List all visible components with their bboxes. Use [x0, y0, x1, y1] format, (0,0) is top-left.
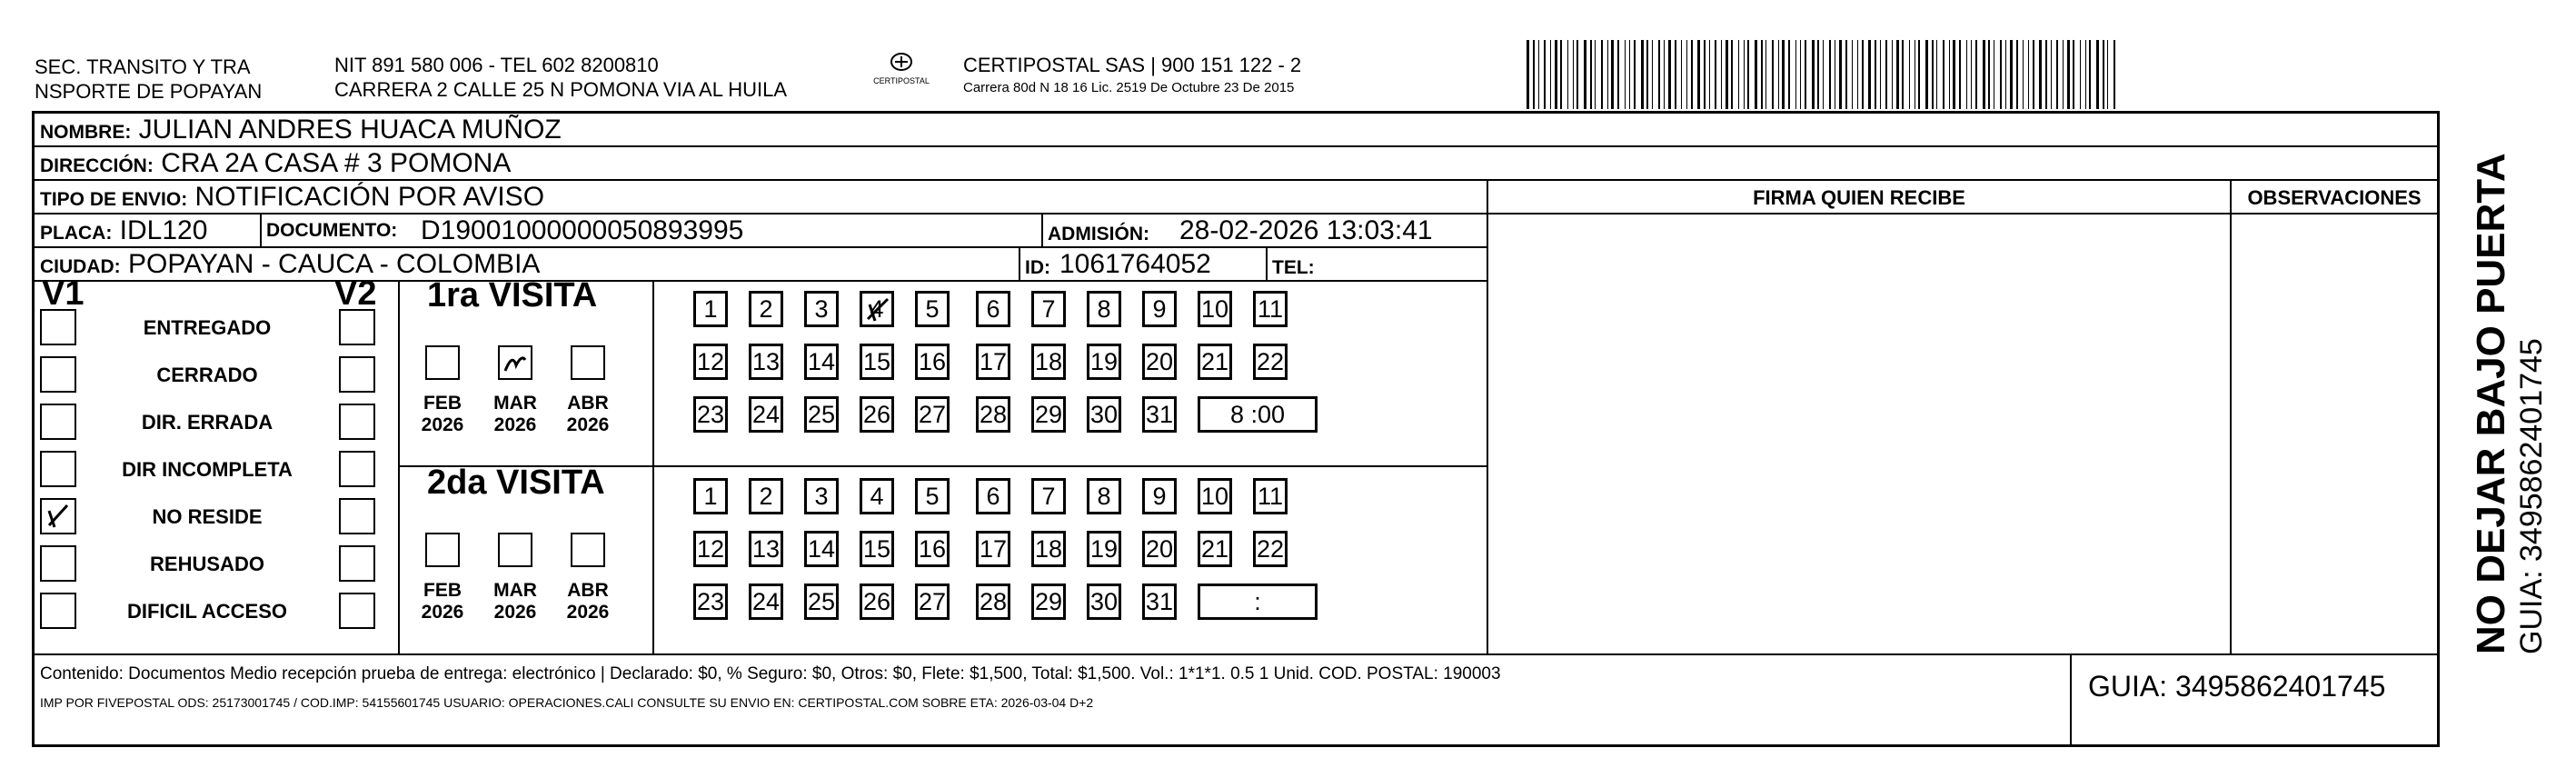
barcode-bar — [1697, 40, 1700, 109]
barcode-bar — [1925, 40, 1928, 109]
v2-checkbox[interactable] — [339, 451, 375, 487]
admision-value: 28-02-2026 13:03:41 — [1179, 215, 1433, 245]
barcode-bar — [2051, 40, 2052, 109]
status-label: ENTREGADO — [143, 316, 272, 339]
sender-line-1: SEC. TRANSITO Y TRA — [35, 55, 251, 78]
month-label — [413, 393, 472, 436]
second-visit-day[interactable]: 26 — [860, 584, 894, 620]
first-visit-day[interactable]: 28 — [976, 396, 1010, 433]
barcode-bar — [1721, 40, 1722, 109]
second-visit-day[interactable]: 9 — [1142, 478, 1177, 514]
second-visit-day[interactable]: 27 — [915, 584, 950, 620]
courier-block — [963, 53, 1301, 99]
barcode-bar — [1896, 40, 1899, 109]
v2-checkbox[interactable] — [339, 545, 375, 582]
barcode-bar — [1778, 40, 1779, 109]
direccion-value: CRA 2A CASA # 3 POMONA — [161, 148, 512, 178]
first-visit-day[interactable]: 8 — [1087, 291, 1121, 327]
barcode-bar — [1590, 40, 1592, 109]
first-visit-day[interactable]: 19 — [1087, 344, 1121, 380]
sender-block — [35, 55, 262, 104]
second-visit-day[interactable]: 29 — [1031, 584, 1066, 620]
barcode-bar — [1823, 40, 1824, 109]
barcode-bar — [1629, 40, 1630, 109]
check-mark-icon — [500, 347, 531, 378]
firma-label: FIRMA QUIEN RECIBE — [1753, 186, 1965, 209]
courier-address: Carrera 80d N 18 16 Lic. 2519 De Octubre 23 De 2015 — [963, 80, 1295, 95]
barcode-bar — [1817, 40, 1819, 109]
right-header-line — [1487, 213, 2437, 214]
barcode-bar — [1538, 40, 1539, 109]
barcode-bar — [1949, 40, 1950, 109]
second-visit-day[interactable]: 21 — [1198, 531, 1232, 567]
month-name: ABR — [567, 393, 609, 414]
barcode-bar — [1988, 40, 1990, 109]
second-visit-day[interactable]: 4 — [860, 478, 894, 514]
status-label: DIR. ERRADA — [141, 411, 274, 434]
barcode-bar — [1918, 40, 1920, 109]
second-visit-day[interactable]: 16 — [915, 531, 950, 567]
v1-checkbox[interactable] — [40, 593, 76, 629]
barcode-bar — [1601, 40, 1603, 109]
second-visit-day[interactable]: 5 — [915, 478, 950, 514]
barcode-bar — [2028, 40, 2029, 109]
first-visit-day[interactable]: 31 — [1142, 396, 1177, 433]
side-text — [2469, 153, 2549, 654]
barcode-bar — [1812, 40, 1815, 109]
v1-checkbox[interactable] — [40, 451, 76, 487]
second-visit-day[interactable]: 17 — [976, 531, 1010, 567]
check-mark-icon — [42, 500, 75, 533]
barcode-bar — [1966, 40, 1967, 109]
id-value: 1061764052 — [1059, 249, 1211, 279]
footer-divider — [2070, 653, 2072, 744]
month-year: 2026 — [421, 414, 464, 435]
visit-divider — [652, 282, 654, 653]
first-visit-day[interactable]: 5 — [915, 291, 950, 327]
v2-checkbox[interactable] — [339, 309, 375, 345]
barcode-bar — [1675, 40, 1676, 109]
barcode-bar — [1857, 40, 1858, 109]
month-year: 2026 — [493, 602, 537, 623]
second-visit-day[interactable]: 11 — [1253, 478, 1288, 514]
barcode-bar — [1744, 40, 1745, 109]
barcode-bar — [1617, 40, 1619, 109]
barcode-bar — [1595, 40, 1596, 109]
barcode-bar — [2039, 40, 2042, 109]
month-name: MAR — [493, 393, 537, 414]
second-visit-day[interactable]: 24 — [749, 584, 783, 620]
first-visit-day[interactable] — [860, 291, 894, 327]
observaciones-divider — [2230, 181, 2232, 653]
ciudad-value: POPAYAN - CAUCA - COLOMBIA — [128, 249, 541, 279]
barcode-bar — [2073, 40, 2074, 109]
first-visit-day[interactable]: 3 — [804, 291, 839, 327]
placa-value: IDL120 — [119, 215, 208, 245]
barcode-bar — [1902, 40, 1904, 109]
second-visit-day[interactable]: 28 — [976, 584, 1010, 620]
second-visit-day[interactable]: 22 — [1253, 531, 1288, 567]
firma-divider — [1487, 181, 1488, 653]
barcode-bar — [1845, 40, 1847, 109]
ciudad-label: CIUDAD: — [40, 256, 121, 277]
barcode-bar — [1795, 40, 1796, 109]
documento-label: DOCUMENTO: — [266, 220, 398, 241]
v2-checkbox[interactable] — [339, 356, 375, 393]
barcode-bar — [1668, 40, 1671, 109]
barcode-bar — [1576, 40, 1578, 109]
sender-address: CARRERA 2 CALLE 25 N POMONA VIA AL HUILA — [334, 78, 788, 101]
footer-content: Contenido: Documentos Medio recepción prueba de entrega: electrónico | Declarado: $0, % Seguro: $0, Otros: $0, Flete: $1,500, Total: $1,500. Vol.: 1*1*1. 0.5 1 Unid. COD. POSTAL: 190003 — [40, 664, 1501, 683]
footer-guia: GUIA: 3495862401745 — [2088, 670, 2386, 703]
status-label: DIR INCOMPLETA — [122, 458, 293, 481]
first-visit-day[interactable]: 17 — [976, 344, 1010, 380]
month-year: 2026 — [493, 414, 537, 435]
documento-value: D19001000000050893995 — [421, 215, 744, 245]
first-visit-day[interactable]: 27 — [915, 396, 950, 433]
v1-checkbox[interactable] — [40, 498, 76, 534]
first-visit-day[interactable]: 22 — [1253, 344, 1288, 380]
v1-checkbox[interactable] — [40, 309, 76, 345]
month-year: 2026 — [421, 602, 464, 623]
month-label — [558, 580, 618, 623]
status-label: DIFICIL ACCESO — [126, 600, 287, 623]
barcode-bar — [1800, 40, 1801, 109]
divider — [260, 214, 262, 248]
barcode-bar — [1607, 40, 1608, 109]
month-year: 2026 — [566, 602, 610, 623]
barcode-bar — [2045, 40, 2047, 109]
barcode-bar — [2096, 40, 2099, 109]
barcode-bar — [1805, 40, 1806, 109]
barcode-bar — [1550, 40, 1551, 109]
side-guia: GUIA: 3495862401745 — [2514, 338, 2549, 654]
barcode-bar — [1641, 40, 1644, 109]
barcode-bar — [1715, 40, 1716, 109]
barcode-bar — [2005, 40, 2006, 109]
first-visit-day[interactable]: 1 — [693, 291, 728, 327]
observaciones-label: OBSERVACIONES — [2247, 186, 2422, 209]
second-visit-day[interactable]: 15 — [860, 531, 894, 567]
second-visit-title: 2da VISITA — [427, 464, 605, 502]
month-label — [558, 393, 618, 436]
barcode-bar — [1755, 40, 1757, 109]
divider — [1041, 214, 1043, 248]
barcode-bar — [1975, 40, 1977, 109]
month-label — [485, 393, 545, 436]
barcode-bar — [1634, 40, 1636, 109]
v1-checkbox[interactable] — [40, 545, 76, 582]
v2-checkbox[interactable] — [339, 498, 375, 534]
second-visit-day[interactable]: 8 — [1087, 478, 1121, 514]
barcode-bar — [2107, 40, 2108, 109]
footer-print-info: IMP POR FIVEPOSTAL ODS: 25173001745 / COD.IMP: 54155601745 USUARIO: OPERACIONES.CALI CONSULTE SU ENVIO EN: CERTIPOSTAL.COM SOBRE ETA: 2026-03-04 D+2 — [40, 695, 1094, 710]
barcode-bar — [2067, 40, 2070, 109]
barcode-bar — [1691, 40, 1693, 109]
first-visit-day[interactable]: 10 — [1198, 291, 1232, 327]
barcode-bar — [1868, 40, 1871, 109]
second-visit-day[interactable]: 18 — [1031, 531, 1066, 567]
first-visit-day[interactable]: 20 — [1142, 344, 1177, 380]
second-visit-month-checkbox[interactable] — [571, 533, 605, 567]
barcode-bar — [1875, 40, 1876, 109]
barcode-bar — [1829, 40, 1831, 109]
courier-logo-icon — [863, 51, 940, 96]
second-visit-day[interactable]: 30 — [1087, 584, 1121, 620]
second-visit-day[interactable]: 14 — [804, 531, 839, 567]
barcode-bar — [1892, 40, 1893, 109]
barcode-bar — [1652, 40, 1653, 109]
second-visit-day[interactable]: 10 — [1198, 478, 1232, 514]
second-visit-day[interactable]: 31 — [1142, 584, 1177, 620]
second-visit-day[interactable]: 19 — [1087, 531, 1121, 567]
second-visit-day[interactable]: 23 — [693, 584, 728, 620]
month-name: FEB — [423, 580, 462, 601]
barcode-bar — [2033, 40, 2034, 109]
barcode-bar — [2085, 40, 2086, 109]
second-visit-day[interactable]: 6 — [976, 478, 1010, 514]
status-label: CERRADO — [156, 364, 258, 386]
barcode-bar — [1852, 40, 1853, 109]
divider — [1266, 248, 1268, 282]
first-visit-day[interactable]: 18 — [1031, 344, 1066, 380]
placa-row — [35, 214, 1487, 248]
month-name: MAR — [493, 580, 537, 601]
barcode-bar — [1932, 40, 1934, 109]
tel-label: TEL: — [1272, 257, 1315, 278]
check-mark-icon — [864, 295, 891, 323]
barcode-bar — [1953, 40, 1955, 109]
barcode-bar — [1747, 40, 1749, 109]
month-name: ABR — [567, 580, 609, 601]
barcode-bar — [1885, 40, 1887, 109]
first-visit-day[interactable]: 30 — [1087, 396, 1121, 433]
footer-line — [35, 653, 2437, 655]
v2-checkbox[interactable] — [339, 593, 375, 629]
v1-label: V1 — [42, 274, 85, 313]
barcode-bar — [1567, 40, 1568, 109]
placa-label: PLACA: — [40, 223, 113, 244]
courier-logo — [863, 51, 940, 96]
visit-area — [35, 274, 1487, 653]
tipo-label: TIPO DE ENVIO: — [40, 189, 188, 210]
tipo-row — [35, 181, 1487, 214]
barcode-bar — [1611, 40, 1614, 109]
first-visit-day[interactable]: 13 — [749, 344, 783, 380]
v1-checkbox[interactable] — [40, 356, 76, 393]
barcode-bar — [1533, 40, 1535, 109]
sender-nit: NIT 891 580 006 - TEL 602 8200810 — [334, 54, 659, 76]
month-name: FEB — [423, 393, 462, 414]
status-label: REHUSADO — [150, 553, 264, 575]
barcode-bar — [1726, 40, 1728, 109]
barcode-bar — [1664, 40, 1665, 109]
second-visit-day[interactable]: 12 — [693, 531, 728, 567]
second-visit-time[interactable]: : — [1198, 584, 1318, 620]
sender-line-2: NSPORTE DE POPAYAN — [35, 80, 263, 103]
v2-label: V2 — [334, 274, 377, 313]
direccion-label: DIRECCIÓN: — [40, 155, 154, 176]
barcode-bar — [1959, 40, 1961, 109]
admision-label: ADMISIÓN: — [1048, 224, 1149, 244]
second-visit-day[interactable]: 2 — [749, 478, 783, 514]
first-visit-time[interactable]: 8 :00 — [1198, 396, 1318, 433]
sender-details — [334, 53, 787, 102]
tipo-value: NOTIFICACIÓN POR AVISO — [194, 182, 545, 212]
barcode-bar — [1544, 40, 1546, 109]
barcode-bar — [1709, 40, 1710, 109]
nombre-value: JULIAN ANDRES HUACA MUÑOZ — [138, 115, 562, 145]
status-label: NO RESIDE — [152, 505, 263, 528]
first-visit-month-checkbox[interactable] — [571, 345, 605, 380]
barcode-bar — [1625, 40, 1626, 109]
barcode-bar — [1527, 40, 1529, 109]
side-warning: NO DEJAR BAJO PUERTA — [2469, 153, 2513, 654]
barcode-bar — [1658, 40, 1660, 109]
first-visit-day[interactable]: 7 — [1031, 291, 1066, 327]
barcode-bar — [1761, 40, 1763, 109]
barcode-bar — [1943, 40, 1944, 109]
barcode-bar — [2056, 40, 2058, 109]
nombre-label: NOMBRE: — [40, 122, 132, 143]
month-label — [485, 580, 545, 623]
divider — [1019, 248, 1020, 282]
barcode-bar — [2010, 40, 2013, 109]
barcode-bar — [1686, 40, 1687, 109]
v1-checkbox[interactable] — [40, 404, 76, 440]
first-visit-day[interactable]: 25 — [804, 396, 839, 433]
first-visit-day[interactable]: 15 — [860, 344, 894, 380]
first-visit-day[interactable]: 14 — [804, 344, 839, 380]
first-visit-day[interactable]: 23 — [693, 396, 728, 433]
barcode-bar — [2080, 40, 2081, 109]
direccion-row — [35, 147, 2437, 181]
second-visit-day[interactable]: 25 — [804, 584, 839, 620]
barcode-bar — [1555, 40, 1557, 109]
barcode-bar — [1983, 40, 1985, 109]
visit-divider — [398, 282, 400, 653]
barcode-bar — [2103, 40, 2104, 109]
v2-checkbox[interactable] — [339, 404, 375, 440]
first-visit-day[interactable]: 26 — [860, 396, 894, 433]
first-visit-day[interactable]: 21 — [1198, 344, 1232, 380]
barcode-bar — [1731, 40, 1733, 109]
first-visit-day[interactable]: 24 — [749, 396, 783, 433]
first-visit-day[interactable]: 12 — [693, 344, 728, 380]
barcode-bar — [1862, 40, 1864, 109]
day-number: 4 — [870, 295, 884, 323]
month-year: 2026 — [566, 414, 610, 435]
first-visit-day[interactable]: 11 — [1253, 291, 1288, 327]
barcode-bar — [2063, 40, 2064, 109]
courier-name: CERTIPOSTAL SAS | 900 151 122 - 2 — [963, 54, 1302, 76]
nombre-row — [35, 114, 2437, 147]
second-visit-day[interactable]: 1 — [693, 478, 728, 514]
second-visit-day[interactable]: 3 — [804, 478, 839, 514]
ciudad-row — [35, 248, 1487, 282]
barcode-bar — [1772, 40, 1774, 109]
first-visit-day[interactable]: 9 — [1142, 291, 1177, 327]
barcode-bar — [1584, 40, 1586, 109]
second-visit-month-checkbox[interactable] — [425, 533, 460, 567]
barcode-bar — [1738, 40, 1739, 109]
barcode-bar — [1782, 40, 1785, 109]
barcode-bar — [1704, 40, 1706, 109]
barcode-bar — [1765, 40, 1766, 109]
first-visit-day[interactable]: 2 — [749, 291, 783, 327]
barcode-bar — [1573, 40, 1574, 109]
first-visit-title: 1ra VISITA — [427, 276, 598, 314]
month-label — [413, 580, 472, 623]
barcode — [1527, 40, 2117, 109]
barcode-bar — [1560, 40, 1562, 109]
delivery-card — [32, 111, 2440, 747]
barcode-bar — [1646, 40, 1648, 109]
barcode-bar — [1788, 40, 1790, 109]
first-visit-day[interactable]: 29 — [1031, 396, 1066, 433]
barcode-bar — [2000, 40, 2002, 109]
barcode-bar — [1839, 40, 1842, 109]
second-visit-day[interactable]: 7 — [1031, 478, 1066, 514]
second-visit-day[interactable]: 20 — [1142, 531, 1177, 567]
barcode-bar — [1880, 40, 1881, 109]
barcode-bar — [1681, 40, 1682, 109]
second-visit-month-checkbox[interactable] — [498, 533, 532, 567]
barcode-bar — [1909, 40, 1910, 109]
first-visit-month-checkbox[interactable] — [498, 345, 532, 380]
barcode-bar — [2023, 40, 2024, 109]
barcode-bar — [1971, 40, 1972, 109]
barcode-bar — [2089, 40, 2091, 109]
courier-logo-text: CERTIPOSTAL — [873, 76, 930, 85]
second-visit-day[interactable]: 13 — [749, 531, 783, 567]
first-visit-day[interactable]: 6 — [976, 291, 1010, 327]
first-visit-day[interactable]: 16 — [915, 344, 950, 380]
barcode-bar — [1936, 40, 1937, 109]
barcode-bar — [2016, 40, 2018, 109]
barcode-bar — [2114, 40, 2115, 109]
id-label: ID: — [1025, 257, 1050, 278]
first-visit-month-checkbox[interactable] — [425, 345, 460, 380]
